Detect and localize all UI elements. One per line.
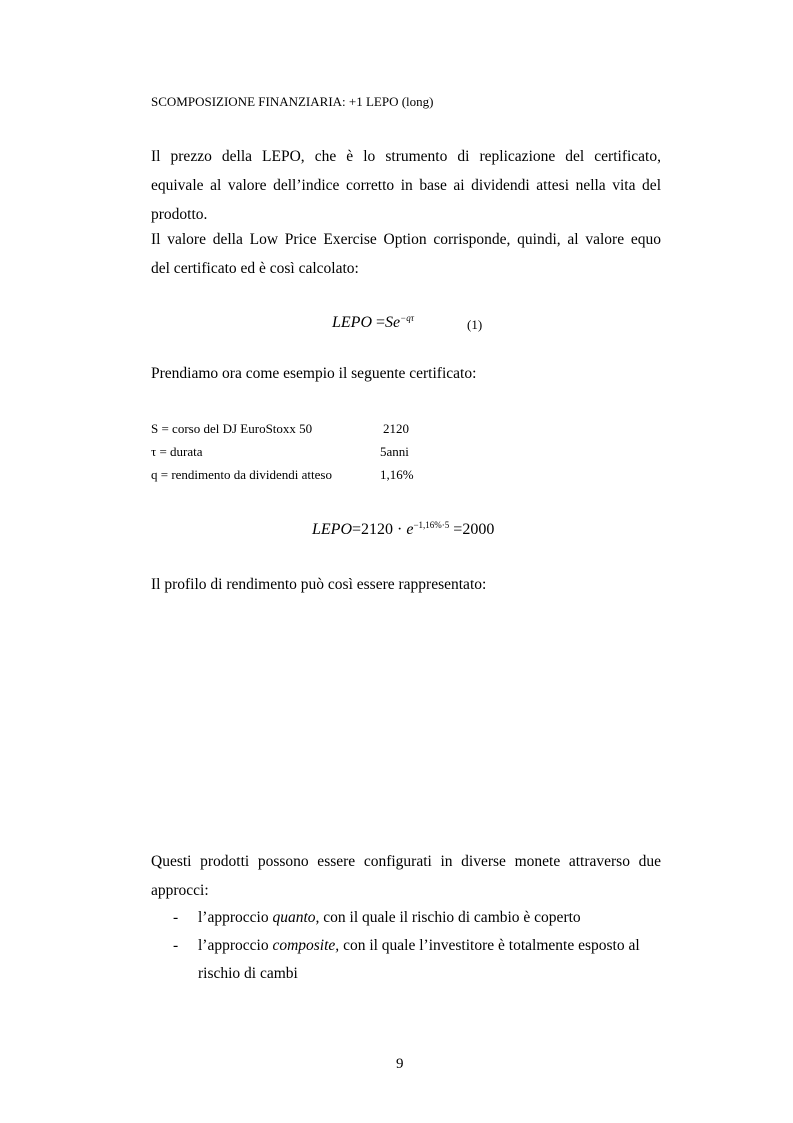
param-value: 2120 bbox=[383, 421, 409, 436]
paragraph-lepo-value bbox=[151, 225, 661, 283]
param-label: q = rendimento da dividendi atteso bbox=[151, 467, 332, 482]
paragraph-line: Il valore della Low Price Exercise Option corrisponde, quindi, al valore equo bbox=[151, 231, 661, 248]
list-item bbox=[151, 932, 671, 960]
paragraph-lepo-price bbox=[151, 142, 661, 229]
list-item-continuation bbox=[151, 960, 671, 988]
paragraph-line: approcci: bbox=[151, 882, 209, 899]
paragraph-currencies bbox=[151, 847, 661, 905]
paragraph-line: del certificato ed è così calcolato: bbox=[151, 260, 359, 277]
formula-equals: = bbox=[376, 314, 386, 331]
list-text: rischio di cambi bbox=[198, 965, 298, 982]
list-text: l’approccio bbox=[198, 909, 273, 926]
formula-result: 2000 bbox=[462, 521, 495, 538]
formula-lhs: LEPO bbox=[332, 314, 372, 331]
formula-lhs: LEPO bbox=[312, 521, 352, 538]
formula-base: Se bbox=[385, 314, 401, 331]
list-text: con il quale il rischio di cambio è coperto bbox=[319, 909, 581, 926]
paragraph-line: equivale al valore dell’indice corretto in base ai dividendi attesi nella vita del bbox=[151, 177, 661, 194]
formula-base: e bbox=[406, 521, 414, 538]
paragraph-line: Il prezzo della LEPO, che è lo strumento di replicazione del certificato, bbox=[151, 148, 661, 165]
profile-intro: Il profilo di rendimento può così essere rappresentato: bbox=[151, 576, 487, 593]
formula-equals: = bbox=[352, 521, 362, 538]
approach-list bbox=[151, 904, 671, 988]
section-heading: SCOMPOSIZIONE FINANZIARIA: +1 LEPO (long) bbox=[151, 94, 434, 109]
list-text: l’approccio bbox=[198, 937, 273, 954]
list-item bbox=[151, 904, 671, 932]
list-dash: - bbox=[173, 909, 179, 926]
formula-example bbox=[312, 520, 494, 539]
formula-lepo bbox=[332, 313, 414, 332]
example-intro: Prendiamo ora come esempio il seguente certificato: bbox=[151, 365, 477, 382]
list-emphasis: quanto, bbox=[272, 909, 320, 926]
equation-number: (1) bbox=[467, 317, 483, 332]
formula-exponent: −1,16%·5 bbox=[413, 520, 450, 530]
formula-exponent: −qτ bbox=[400, 313, 414, 323]
param-label: τ = durata bbox=[151, 444, 203, 459]
formula-value: 2120 bbox=[361, 521, 394, 538]
formula-equals: = bbox=[453, 521, 463, 538]
list-text: con il quale l’investitore è totalmente esposto al bbox=[339, 937, 640, 954]
paragraph-line: Questi prodotti possono essere configurati in diverse monete attraverso due bbox=[151, 853, 661, 870]
param-value: 1,16% bbox=[380, 467, 414, 482]
param-value: 5anni bbox=[380, 444, 409, 459]
formula-dot: · bbox=[397, 521, 403, 538]
list-dash: - bbox=[173, 937, 179, 954]
param-label: S = corso del DJ EuroStoxx 50 bbox=[151, 421, 313, 436]
page-number: 9 bbox=[396, 1056, 404, 1072]
paragraph-line: prodotto. bbox=[151, 206, 208, 223]
list-emphasis: composite, bbox=[272, 937, 340, 954]
